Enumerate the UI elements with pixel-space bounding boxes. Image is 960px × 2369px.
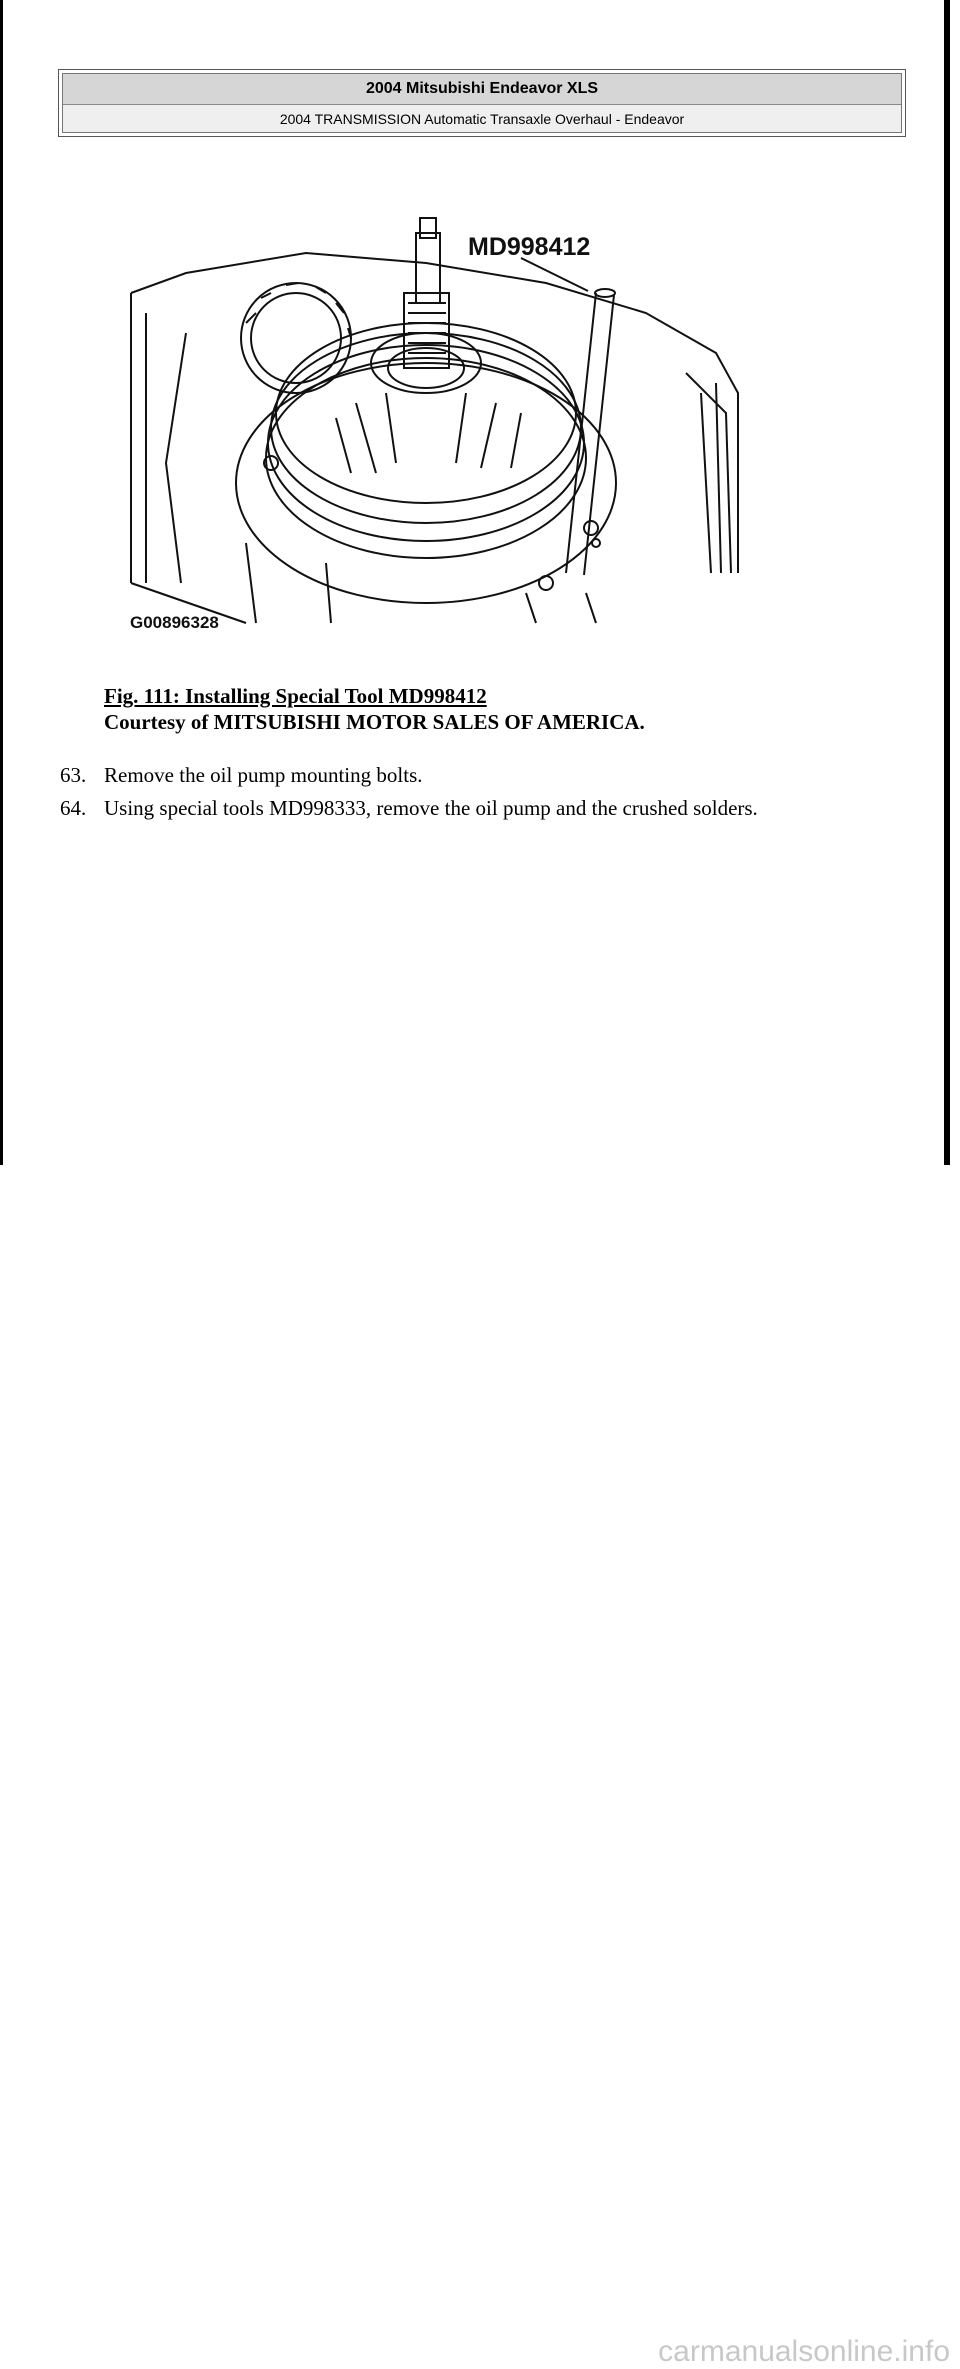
header-title: 2004 Mitsubishi Endeavor XLS xyxy=(63,74,901,105)
footer xyxy=(0,1165,960,2368)
step-text: Using special tools MD998333, remove the oil pump and the crushed solders. xyxy=(104,796,758,820)
page-border-right xyxy=(944,0,950,1165)
list-item xyxy=(60,759,758,792)
step-text: Remove the oil pump mounting bolts. xyxy=(104,763,423,787)
figure-caption xyxy=(104,683,645,735)
list-item xyxy=(60,792,758,825)
tool-callout-label: MD998412 xyxy=(468,233,591,261)
transmission-illustration xyxy=(126,213,741,633)
step-number: 64. xyxy=(60,796,87,820)
procedure-steps xyxy=(60,759,758,825)
page-border-left xyxy=(0,0,3,1165)
figure-caption-title: Fig. 111: Installing Special Tool MD998412 xyxy=(104,684,487,708)
header-subtitle: 2004 TRANSMISSION Automatic Transaxle Overhaul - Endeavor xyxy=(63,105,901,132)
watermark: carmanualsonline.info xyxy=(658,2335,950,2368)
image-code: G00896328 xyxy=(130,613,219,632)
document-header xyxy=(58,69,906,137)
figure-caption-courtesy: Courtesy of MITSUBISHI MOTOR SALES OF AMERICA. xyxy=(104,710,645,734)
step-number: 63. xyxy=(60,763,87,787)
